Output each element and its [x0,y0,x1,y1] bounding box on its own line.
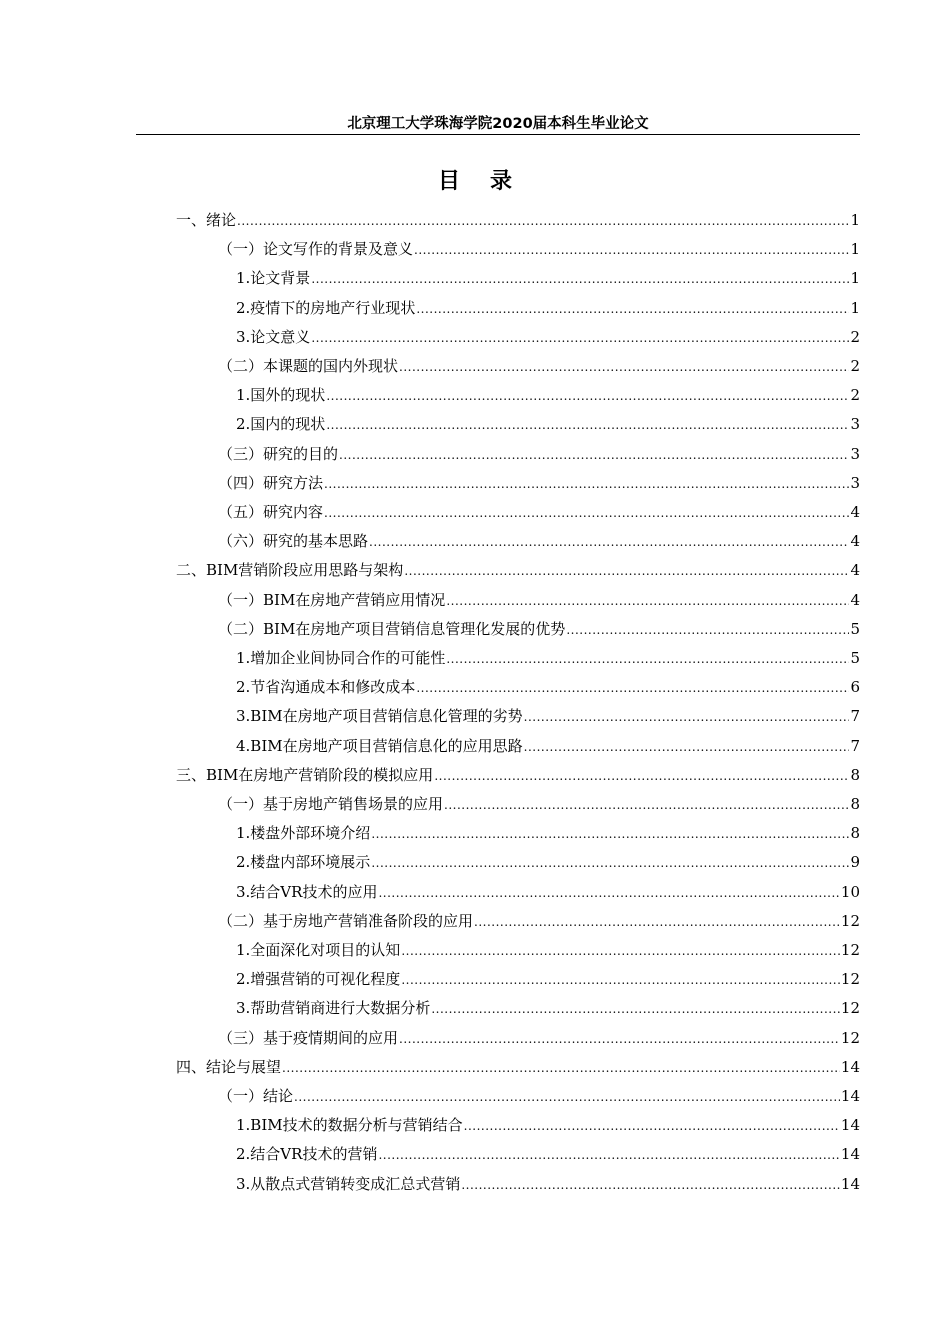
toc-entry[interactable] [218,1082,860,1111]
toc-entry[interactable] [236,673,860,702]
toc-dot-leader [339,441,849,469]
toc-entry-label: 1.全面深化对项目的认知 [236,941,401,959]
toc-dot-leader [378,879,839,907]
toc-entry-label: 2.国内的现状 [236,415,326,434]
toc-entry[interactable] [236,381,860,410]
toc-dot-leader [401,937,840,965]
toc-entry[interactable] [218,1024,860,1053]
toc-entry-label: 四、结论与展望 [176,1057,282,1076]
toc-entry-label: 1.增加企业间协同合作的可能性 [236,649,446,667]
toc-entry-label: 3.帮助营销商进行大数据分析 [236,999,431,1018]
toc-entry-label: （三）研究的目的 [218,444,339,463]
toc-dot-leader [324,470,849,498]
toc-entry-page: 14 [840,1087,860,1105]
toc-entry-label: （二）BIM在房地产项目营销信息管理化发展的优势 [218,619,566,638]
toc-entry[interactable] [236,848,860,877]
toc-entry[interactable] [236,702,860,731]
toc-entry[interactable] [176,206,860,235]
toc-entry-label: 3.论文意义 [236,327,311,346]
toc-entry[interactable] [218,527,860,556]
toc-dot-leader [464,1112,840,1140]
toc-entry[interactable] [236,323,860,352]
toc-entry-page: 5 [850,619,860,638]
toc-entry-page: 8 [850,795,860,813]
toc-dot-leader [404,557,849,585]
toc-entry[interactable] [236,936,860,965]
toc-entry[interactable] [218,440,860,469]
toc-entry[interactable] [236,410,860,439]
toc-entry-page: 4 [850,532,860,551]
toc-entry-page: 6 [850,678,860,697]
toc-entry-label: 4.BIM在房地产项目营销信息化的应用思路 [236,736,523,755]
toc-entry-page: 7 [850,707,860,726]
toc-dot-leader [461,1171,840,1199]
toc-entry-page: 2 [850,327,860,346]
toc-entry-label: 3.BIM在房地产项目营销信息化管理的劣势 [236,707,523,726]
toc-entry[interactable] [218,790,860,819]
toc-entry-page: 14 [840,1174,860,1193]
toc-entry-label: 2.结合VR技术的营销 [236,1145,378,1164]
toc-entry[interactable] [236,1140,860,1169]
toc-entry[interactable] [236,264,860,293]
toc-entry-page: 12 [840,941,860,959]
toc-entry-label: （一）论文写作的背景及意义 [218,240,414,259]
toc-dot-leader [524,703,850,731]
toc-entry-page: 1 [850,269,860,288]
toc-dot-leader [378,1141,839,1169]
toc-entry-page: 2 [850,386,860,405]
toc-entry[interactable] [236,819,860,848]
toc-entry[interactable] [236,1111,860,1140]
toc-entry-page: 12 [840,911,860,930]
toc-entry-page: 3 [850,415,860,434]
running-header: 北京理工大学珠海学院2020届本科生毕业论文 [347,116,649,132]
toc-entry[interactable] [218,615,860,644]
toc-entry-label: （二）基于房地产营销准备阶段的应用 [218,911,474,930]
toc-entry-label: 1.BIM技术的数据分析与营销结合 [236,1116,463,1135]
toc-entry-label: 三、BIM在房地产营销阶段的模拟应用 [176,765,434,784]
toc-entry-page: 4 [850,561,860,580]
toc-dot-leader [434,762,849,790]
toc-entry-label: 3.结合VR技术的应用 [236,882,378,901]
toc-entry[interactable] [236,1170,860,1199]
toc-dot-leader [474,908,840,936]
toc-entry-page: 9 [850,853,860,872]
toc-dot-leader [369,528,849,556]
toc-dot-leader [324,499,849,527]
toc-entry-label: 2.楼盘内部环境展示 [236,853,371,872]
toc-entry-page: 14 [840,1057,860,1076]
toc-entry-page: 4 [850,503,860,521]
toc-entry[interactable] [218,907,860,936]
toc-entry-label: 1.楼盘外部环境介绍 [236,824,371,843]
toc-entry-label: 1.国外的现状 [236,386,326,405]
toc-entry-page: 4 [850,590,860,609]
toc-entry-label: （五）研究内容 [218,503,324,521]
toc-entry-page: 8 [850,824,860,843]
toc-entry-page: 12 [840,1028,860,1047]
toc-entry[interactable] [176,1053,860,1082]
toc-dot-leader [524,733,850,761]
toc-entry-page: 7 [850,736,860,755]
toc-entry[interactable] [176,761,860,790]
toc-entry-label: 2.疫情下的房地产行业现状 [236,298,416,317]
toc-entry-label: （一）结论 [218,1087,294,1105]
toc-dot-leader [282,1054,840,1082]
toc-dot-leader [416,674,849,702]
toc-entry-label: 2.增强营销的可视化程度 [236,970,401,989]
toc-entry-page: 1 [850,211,860,229]
toc-dot-leader [237,207,849,235]
toc-entry-page: 1 [850,298,860,317]
toc-entry-page: 12 [840,970,860,989]
toc-entry-page: 5 [850,649,860,667]
toc-entry-page: 14 [840,1116,860,1135]
toc-entry[interactable] [218,586,860,615]
toc-entry-label: 二、BIM营销阶段应用思路与架构 [176,561,404,580]
toc-entry[interactable] [176,556,860,585]
toc-entry-page: 3 [850,444,860,463]
toc-entry-page: 8 [850,765,860,784]
toc-entry[interactable] [218,469,860,498]
toc-entry-label: （四）研究方法 [218,473,324,492]
toc-dot-leader [446,587,849,615]
toc-dot-leader [371,849,849,877]
toc-entry-page: 1 [850,240,860,259]
toc-dot-leader [444,791,849,819]
toc-entry-page: 3 [850,473,860,492]
toc-dot-leader [431,995,840,1023]
toc-entry[interactable] [236,878,860,907]
toc-entry-label: （三）基于疫情期间的应用 [218,1028,399,1047]
toc-title: 目录 [437,169,542,194]
toc-dot-leader [446,645,849,673]
toc-entry-label: （六）研究的基本思路 [218,532,369,551]
toc-entry-label: 2.节省沟通成本和修改成本 [236,678,416,697]
header-rule [136,134,860,135]
toc-entry-label: 3.从散点式营销转变成汇总式营销 [236,1174,461,1193]
toc-dot-leader [294,1083,840,1111]
toc-entry-page: 14 [840,1145,860,1164]
toc-entry-label: 一、绪论 [176,211,237,229]
toc-entry[interactable] [236,994,860,1023]
toc-entry[interactable] [218,498,860,527]
toc-dot-leader [401,966,840,994]
toc-entry-page: 2 [850,357,860,375]
toc-entry-page: 12 [840,999,860,1018]
toc-dot-leader [311,324,849,352]
toc-entry-page: 10 [840,882,860,901]
toc-dot-leader [399,353,849,381]
toc-entry[interactable] [236,965,860,994]
toc-dot-leader [414,236,849,264]
toc-entry-label: （一）基于房地产销售场景的应用 [218,795,444,813]
toc-dot-leader [326,411,849,439]
toc-dot-leader [311,265,849,293]
toc-entry-label: （一）BIM在房地产营销应用情况 [218,590,446,609]
toc-entry-label: 1.论文背景 [236,269,311,288]
toc-dot-leader [399,1025,840,1053]
toc-dot-leader [371,820,849,848]
toc-entry[interactable] [236,644,860,673]
toc-entry[interactable] [218,352,860,381]
toc-entry[interactable] [236,732,860,761]
toc-entry-label: （二）本课题的国内外现状 [218,357,399,375]
toc-dot-leader [416,295,849,323]
toc-entry[interactable] [236,294,860,323]
toc-entry[interactable] [218,235,860,264]
toc-dot-leader [326,382,849,410]
toc-dot-leader [566,616,849,644]
